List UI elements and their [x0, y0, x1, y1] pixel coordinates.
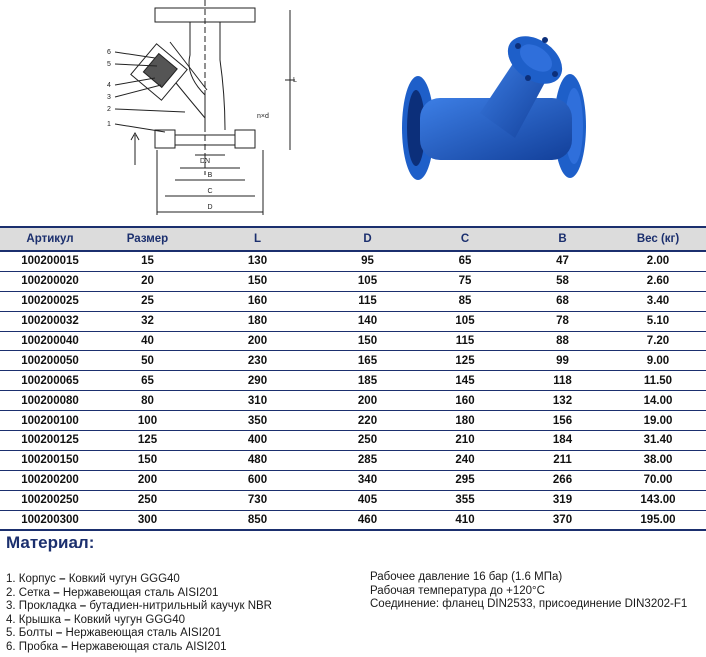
cell-article: 100200200 [0, 470, 100, 490]
cell-c: 145 [415, 371, 515, 391]
cell-l: 480 [195, 450, 320, 470]
dimensions-table [0, 226, 706, 531]
y-strainer-photo [400, 18, 595, 198]
label-l: L [293, 77, 297, 84]
callout-2: 2 [107, 106, 111, 113]
cell-b: 370 [515, 510, 610, 530]
table-row [0, 510, 706, 530]
cell-l: 160 [195, 291, 320, 311]
material-item-name: Болты [18, 627, 53, 640]
cell-b: 47 [515, 251, 610, 271]
cell-d: 340 [320, 470, 415, 490]
cell-l: 600 [195, 470, 320, 490]
cell-b: 88 [515, 331, 610, 351]
material-item-sep: – [55, 573, 69, 585]
material-item-value: Нержавеющая сталь AISI201 [65, 627, 222, 640]
material-item-value: Нержавеющая сталь AISI201 [62, 586, 219, 599]
material-item-name: Пробка [18, 640, 59, 653]
cell-b: 319 [515, 490, 610, 510]
cell-l: 310 [195, 391, 320, 411]
cell-b: 184 [515, 431, 610, 451]
cell-c: 65 [415, 251, 515, 271]
cell-l: 730 [195, 490, 320, 510]
spec-pressure: Рабочее давление 16 бар (1.6 МПа) [370, 571, 563, 583]
table-row [0, 431, 706, 451]
material-item-num: 3. [6, 600, 16, 613]
material-item-num: 4. [6, 613, 16, 626]
cell-b: 99 [515, 351, 610, 371]
label-nd: n×d [257, 113, 269, 120]
cell-weight: 2.60 [610, 271, 706, 291]
cell-b: 266 [515, 470, 610, 490]
cell-size: 50 [100, 351, 195, 371]
cell-article: 100200150 [0, 450, 100, 470]
label-b: B [207, 172, 213, 179]
table-row [0, 411, 706, 431]
cell-article: 100200125 [0, 431, 100, 451]
table-row [0, 311, 706, 331]
cell-weight: 143.00 [610, 490, 706, 510]
cell-size: 25 [100, 291, 195, 311]
cell-size: 32 [100, 311, 195, 331]
header-article: Артикул [0, 227, 100, 251]
cell-c: 115 [415, 331, 515, 351]
material-item-value: Ковкий чугун GGG40 [73, 613, 186, 626]
cell-c: 75 [415, 271, 515, 291]
material-item [6, 587, 272, 601]
cell-size: 250 [100, 490, 195, 510]
cell-d: 200 [320, 391, 415, 411]
material-item-name: Прокладка [18, 600, 77, 613]
cell-c: 125 [415, 351, 515, 371]
cell-b: 211 [515, 450, 610, 470]
cell-article: 100200040 [0, 331, 100, 351]
callout-6: 6 [107, 49, 111, 56]
spec-temperature: Рабочая температура до +120°С [370, 584, 545, 597]
cell-weight: 31.40 [610, 431, 706, 451]
cell-article: 100200050 [0, 351, 100, 371]
cell-weight: 195.00 [610, 510, 706, 530]
cell-size: 300 [100, 510, 195, 530]
cell-c: 410 [415, 510, 515, 530]
material-item-num: 6. [6, 640, 16, 653]
cell-article: 100200300 [0, 510, 100, 530]
cell-b: 118 [515, 371, 610, 391]
header-l: L [195, 227, 320, 251]
cell-b: 58 [515, 271, 610, 291]
material-item-num: 2. [6, 586, 16, 599]
header-size: Размер [100, 227, 195, 251]
cell-c: 105 [415, 311, 515, 331]
cell-size: 80 [100, 391, 195, 411]
cell-article: 100200100 [0, 411, 100, 431]
cell-article: 100200250 [0, 490, 100, 510]
callout-1: 1 [107, 121, 111, 128]
cell-d: 185 [320, 371, 415, 391]
table-row [0, 271, 706, 291]
cell-article: 100200015 [0, 251, 100, 271]
cell-size: 40 [100, 331, 195, 351]
cell-weight: 70.00 [610, 470, 706, 490]
cell-weight: 38.00 [610, 450, 706, 470]
cell-size: 20 [100, 271, 195, 291]
cell-d: 220 [320, 411, 415, 431]
cell-b: 156 [515, 411, 610, 431]
material-item-value: Нержавеющая сталь AISI201 [70, 640, 227, 653]
material-item [6, 614, 272, 628]
cell-weight: 2.00 [610, 251, 706, 271]
material-list [6, 573, 272, 655]
cell-c: 355 [415, 490, 515, 510]
table-row [0, 251, 706, 271]
material-item [6, 600, 272, 614]
cell-l: 400 [195, 431, 320, 451]
cell-weight: 3.40 [610, 291, 706, 311]
cell-c: 210 [415, 431, 515, 451]
cell-l: 180 [195, 311, 320, 331]
cell-d: 460 [320, 510, 415, 530]
cell-size: 200 [100, 470, 195, 490]
material-item-value: Ковкий чугун GGG40 [68, 573, 180, 585]
cell-weight: 19.00 [610, 411, 706, 431]
cell-size: 65 [100, 371, 195, 391]
callout-5: 5 [107, 61, 111, 68]
header-weight: Вес (кг) [610, 227, 706, 251]
material-item-num: 1. [6, 573, 16, 585]
material-item [6, 641, 272, 655]
cell-d: 405 [320, 490, 415, 510]
table-row [0, 490, 706, 510]
cell-weight: 5.10 [610, 311, 706, 331]
table-row [0, 470, 706, 490]
cell-article: 100200025 [0, 291, 100, 311]
cell-l: 230 [195, 351, 320, 371]
cell-size: 125 [100, 431, 195, 451]
material-item [6, 627, 272, 641]
cell-l: 150 [195, 271, 320, 291]
cell-size: 100 [100, 411, 195, 431]
label-c: C [207, 188, 213, 195]
material-title: Материал: [6, 533, 95, 552]
header-d: D [320, 227, 415, 251]
material-item-name: Крышка [18, 613, 62, 626]
material-item [6, 573, 272, 587]
material-item-num: 5. [6, 627, 16, 640]
cell-l: 850 [195, 510, 320, 530]
cell-weight: 11.50 [610, 371, 706, 391]
material-item-sep: – [61, 613, 74, 626]
cell-weight: 7.20 [610, 331, 706, 351]
material-item-name: Сетка [18, 586, 51, 599]
cell-d: 285 [320, 450, 415, 470]
header-b: B [515, 227, 610, 251]
material-item-name: Корпус [18, 573, 56, 585]
table-row [0, 391, 706, 411]
cell-weight: 9.00 [610, 351, 706, 371]
material-item-sep: – [52, 627, 66, 640]
header-c: C [415, 227, 515, 251]
callout-3: 3 [107, 94, 111, 101]
cell-d: 165 [320, 351, 415, 371]
table-row [0, 331, 706, 351]
cell-l: 290 [195, 371, 320, 391]
cell-c: 240 [415, 450, 515, 470]
cell-c: 160 [415, 391, 515, 411]
table-row [0, 351, 706, 371]
material-item-sep: – [50, 586, 63, 599]
cell-d: 140 [320, 311, 415, 331]
cell-b: 78 [515, 311, 610, 331]
material-item-value: бутадиен-нитрильный каучук NBR [89, 600, 272, 613]
cell-l: 130 [195, 251, 320, 271]
technical-drawing [95, 0, 315, 220]
label-d: D [207, 204, 213, 211]
cell-article: 100200080 [0, 391, 100, 411]
table-row [0, 371, 706, 391]
cell-article: 100200065 [0, 371, 100, 391]
cell-c: 85 [415, 291, 515, 311]
cell-weight: 14.00 [610, 391, 706, 411]
cell-c: 295 [415, 470, 515, 490]
cell-size: 150 [100, 450, 195, 470]
operating-specs [370, 571, 700, 612]
cell-d: 150 [320, 331, 415, 351]
cell-c: 180 [415, 411, 515, 431]
material-item-sep: – [76, 600, 90, 613]
spec-connection: Соединение: фланец DIN2533, присоединение DIN3202-F1 [370, 598, 688, 611]
callout-4: 4 [107, 82, 111, 89]
cell-d: 105 [320, 271, 415, 291]
cell-size: 15 [100, 251, 195, 271]
cell-b: 132 [515, 391, 610, 411]
label-dn: DN [199, 158, 211, 165]
cell-l: 200 [195, 331, 320, 351]
cell-b: 68 [515, 291, 610, 311]
cell-d: 250 [320, 431, 415, 451]
cell-l: 350 [195, 411, 320, 431]
cell-d: 115 [320, 291, 415, 311]
table-row [0, 450, 706, 470]
material-item-sep: – [58, 640, 71, 653]
table-header-row [0, 227, 706, 251]
cell-article: 100200020 [0, 271, 100, 291]
cell-d: 95 [320, 251, 415, 271]
table-row [0, 291, 706, 311]
cell-article: 100200032 [0, 311, 100, 331]
